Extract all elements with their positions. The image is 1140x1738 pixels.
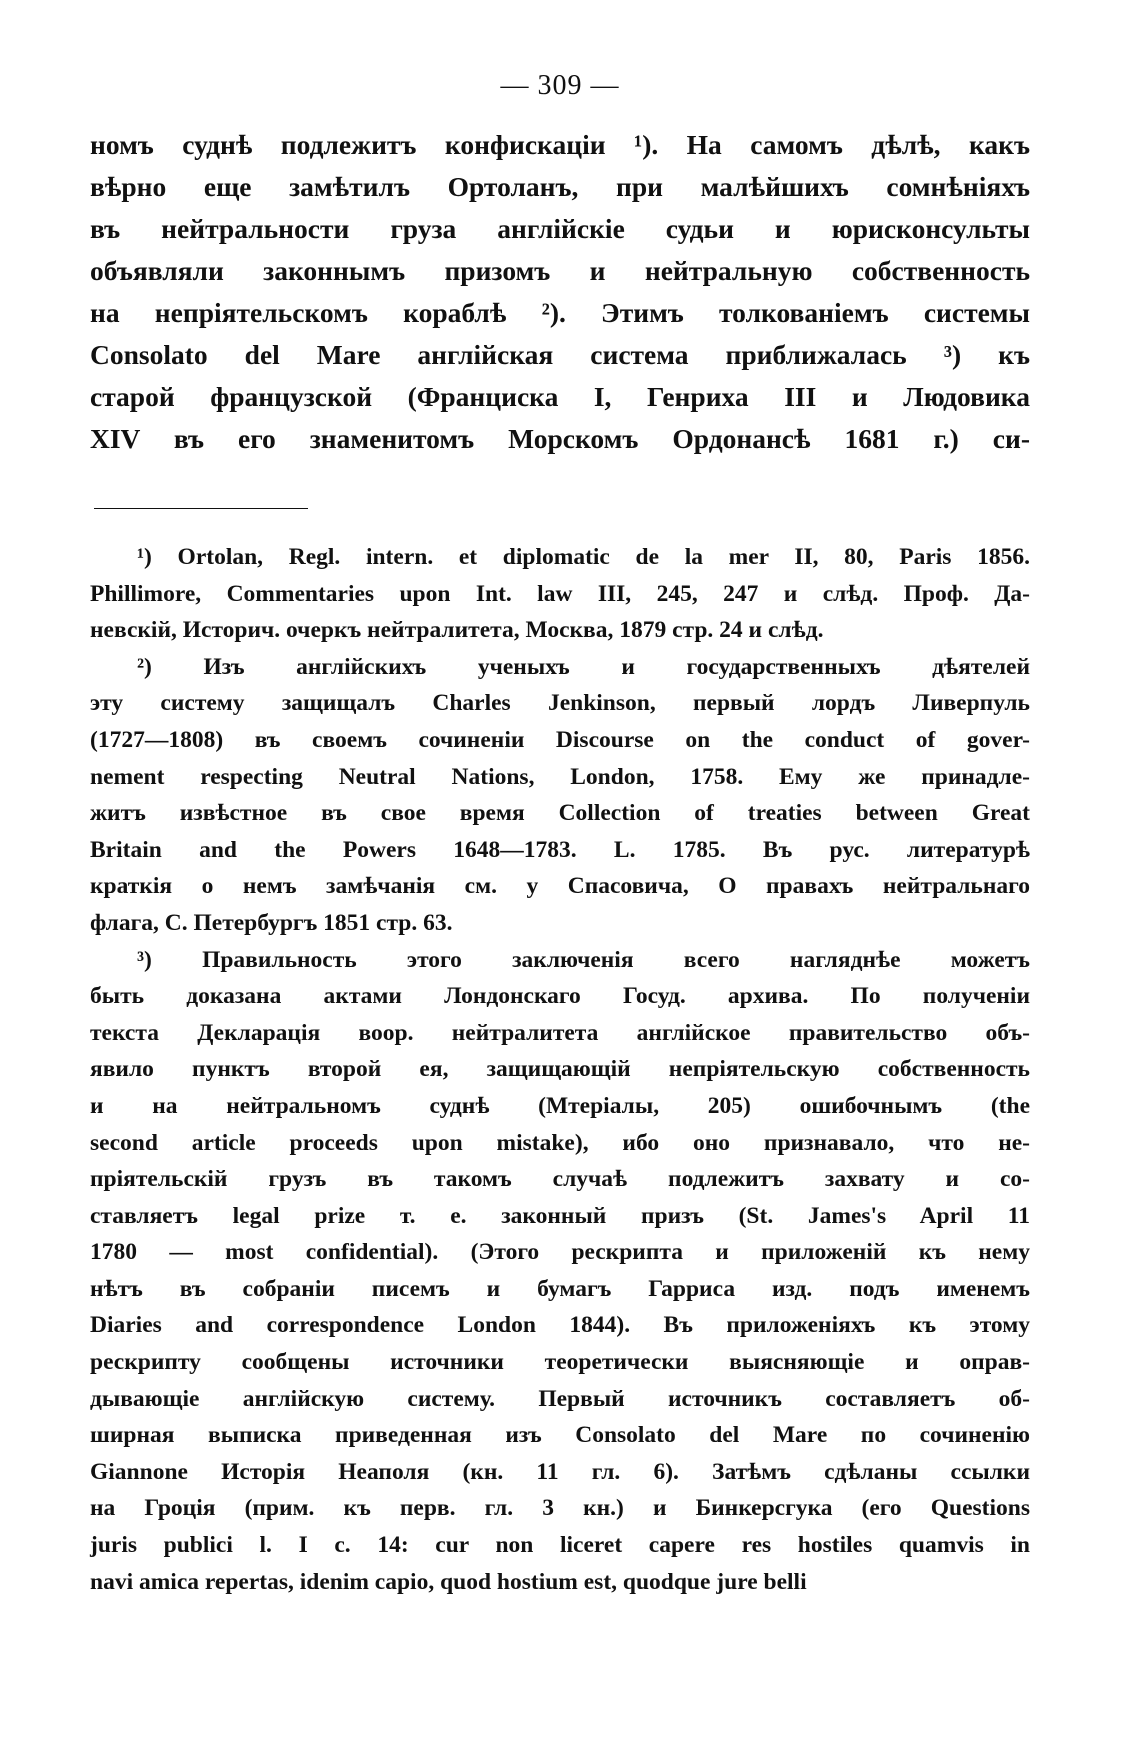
footnote-line: navi amica repertas, idenim capio, quod hostium est, quodque jure belli: [90, 1568, 807, 1595]
footnote-divider: [94, 508, 308, 509]
footnote-line: juris publici l. I c. 14: cur non liceret capere res hostiles quamvis in: [90, 1532, 1030, 1559]
text-line: объявляли законнымъ призомъ и нейтральную собственность: [90, 255, 1030, 286]
footnote-3: [90, 942, 1030, 1601]
footnote-line: нѣтъ въ собраніи писемъ и бумагъ Гарриса изд. подъ именемъ: [90, 1275, 1030, 1302]
text-line: на непріятельскомъ кораблѣ ²). Этимъ толкованіемъ системы: [90, 297, 1030, 328]
footnote-line: текста Декларація воор. нейтралитета англійское правительство объ-: [90, 1019, 1030, 1046]
page: [90, 70, 1030, 1600]
footnote-line: краткія о немъ замѣчанія см. у Спасовича, О правахъ нейтральнаго: [90, 873, 1030, 900]
footnote-1: [90, 539, 1030, 649]
footnote-line: Britain and the Powers 1648—1783. L. 1785. Въ рус. литературѣ: [90, 836, 1030, 863]
footnote-line: явило пунктъ второй ея, защищающій непріятельскую собственность: [90, 1056, 1030, 1083]
footnote-line: быть доказана актами Лондонскаго Госуд. архива. По полученіи: [90, 983, 1030, 1010]
footnote-line: пріятельскій грузъ въ такомъ случаѣ подлежитъ захвату и со-: [90, 1166, 1030, 1193]
footnote-line: Phillimore, Commentaries upon Int. law III, 245, 247 и слѣд. Проф. Да-: [90, 580, 1030, 607]
text-line: въ нейтральности груза англійскіе судьи и юрисконсульты: [90, 213, 1030, 244]
footnote-line: эту систему защищалъ Charles Jenkinson, первый лордъ Ливерпуль: [90, 690, 1030, 717]
footnote-2: [90, 649, 1030, 942]
footnote-line: невскій, Историч. очеркъ нейтралитета, Москва, 1879 стр. 24 и слѣд.: [90, 617, 824, 644]
footnote-line: Giannone Исторія Неаполя (кн. 11 гл. 6). Затѣмъ сдѣланы ссылки: [90, 1458, 1030, 1485]
footnote-line: (1727—1808) въ своемъ сочиненіи Discourse on the conduct of gover-: [90, 726, 1030, 753]
footnote-line: nement respecting Neutral Nations, London, 1758. Ему же принадле-: [90, 763, 1030, 790]
footnote-line: ³) Правильность этого заключенія всего нагляднѣе можетъ: [137, 946, 1030, 973]
main-text: [90, 124, 1030, 460]
footnote-line: флага, С. Петербургъ 1851 стр. 63.: [90, 909, 453, 936]
text-line: вѣрно еще замѣтилъ Ортоланъ, при малѣйшихъ сомнѣніяхъ: [90, 171, 1030, 202]
text-line: старой французской (Франциска I, Генриха III и Людовика: [90, 381, 1030, 412]
footnote-line: ширная выписка приведенная изъ Consolato del Mare по сочиненію: [90, 1422, 1030, 1449]
text-line: XIV въ его знаменитомъ Морскомъ Ордонансѣ 1681 г.) си-: [90, 423, 1030, 454]
footnote-line: second article proceeds upon mistake), ибо оно признавало, что не-: [90, 1129, 1030, 1156]
footnote-line: Diaries and correspondence London 1844). Въ приложеніяхъ къ этому: [90, 1312, 1030, 1339]
page-number: — 309 —: [500, 70, 620, 101]
footnote-line: ¹) Ortolan, Regl. intern. et diplomatic de la mer II, 80, Paris 1856.: [137, 544, 1030, 570]
footnote-line: ²) Изъ англійскихъ ученыхъ и государственныхъ дѣятелей: [137, 653, 1030, 680]
footnote-line: ставляетъ legal prize т. е. законный призъ (St. James's April 11: [90, 1202, 1030, 1229]
text-line: номъ суднѣ подлежитъ конфискаціи ¹). На самомъ дѣлѣ, какъ: [90, 129, 1030, 160]
footnote-line: и на нейтральномъ суднѣ (Мтеріалы, 205) ошибочнымъ (the: [90, 1092, 1030, 1119]
footnote-line: рескрипту сообщены источники теоретически выясняющіе и оправ-: [90, 1349, 1030, 1376]
footnote-line: дывающіе англійскую систему. Первый источникъ составляетъ об-: [90, 1385, 1030, 1412]
text-line: Consolato del Mare англійская система приближалась ³) къ: [90, 339, 1030, 370]
footnote-line: на Гроція (прим. къ перв. гл. 3 кн.) и Бинкерсгука (его Questions: [90, 1495, 1030, 1522]
footnote-line: 1780 — most confidential). (Этого рескрипта и приложеній къ нему: [90, 1239, 1030, 1266]
footnote-line: житъ извѣстное въ свое время Collection of treaties between Great: [90, 800, 1030, 827]
